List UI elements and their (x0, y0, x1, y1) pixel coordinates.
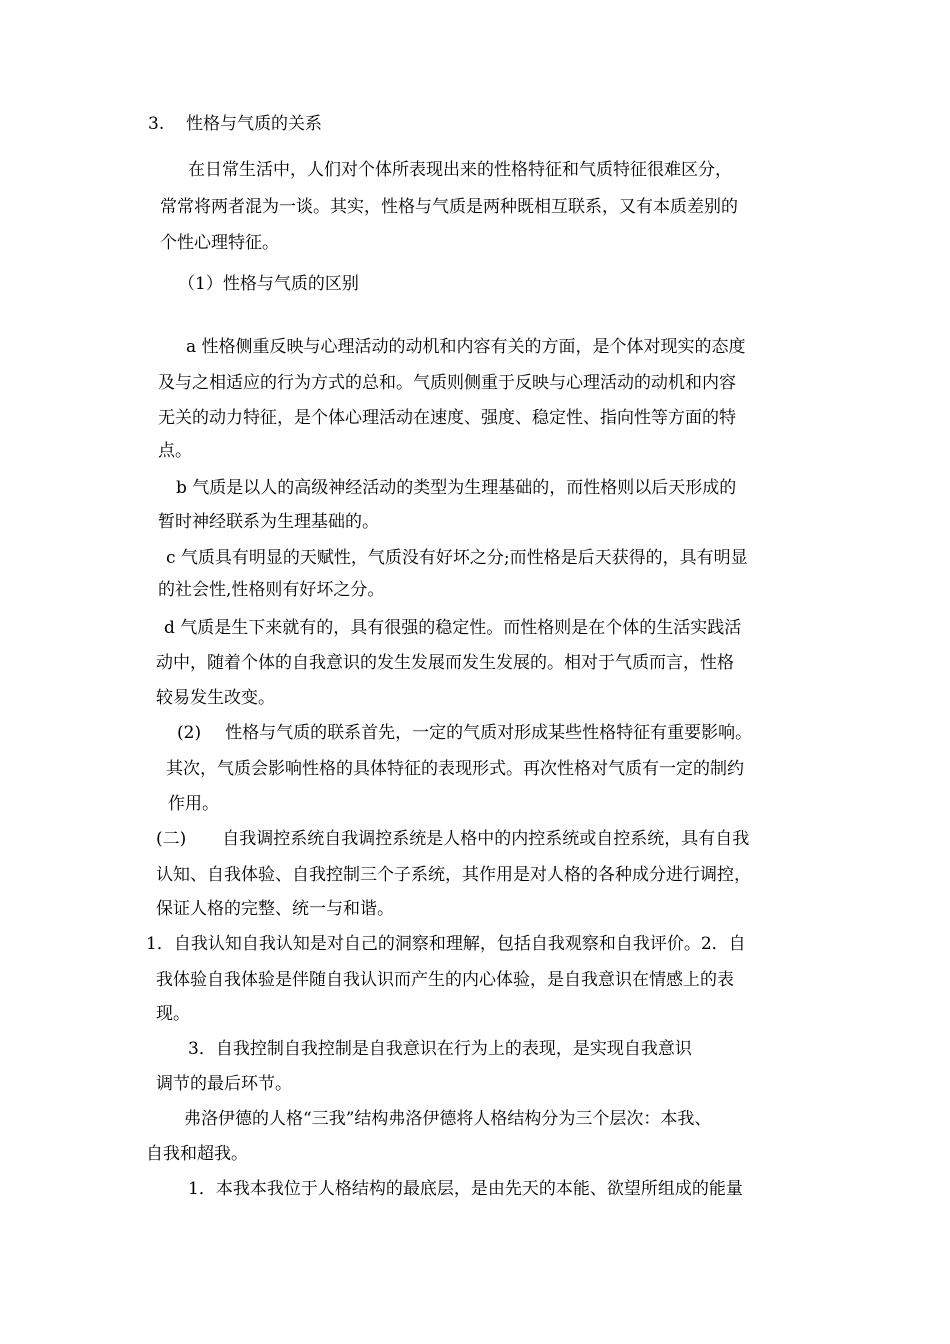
point-b-line: b 气质是以人的高级神经活动的类型为生理基础的，而性格则以后天形成的 (176, 478, 737, 498)
heading-number: 3. (148, 114, 165, 134)
point-a-line: a 性格侧重反映与心理活动的动机和内容有关的方面，是个体对现实的态度 (186, 337, 746, 357)
sub2-number: (2) (177, 723, 202, 743)
intro-line: 常常将两者混为一谈。其实，性格与气质是两种既相互联系，又有本质差别的 (160, 197, 738, 217)
section-heading (148, 113, 322, 135)
item3-line: 3．自我控制自我控制是自我意识在行为上的表现，是实现自我意识 (188, 1039, 692, 1059)
point-a-line: 点。 (158, 441, 192, 461)
point-d-line: 较易发生改变。 (156, 688, 275, 708)
item12-line: 现。 (156, 1004, 190, 1024)
section2-line: 自我调控系统自我调控系统是人格中的内控系统或自控系统，具有自我 (222, 829, 750, 849)
sub2-line: 性格与气质的联系首先，一定的气质对形成某些性格特征有重要影响。 (225, 723, 753, 743)
item12-line: 我体验自我体验是伴随自我认识而产生的内心体验，是自我意识在情感上的表 (156, 970, 734, 990)
freud-line: 弗洛伊德的人格“三我”结构弗洛伊德将人格结构分为三个层次：本我、 (184, 1109, 712, 1129)
intro-line: 在日常生活中，人们对个体所表现出来的性格特征和气质特征很难区分， (188, 160, 732, 180)
section2-heading (156, 828, 749, 850)
point-a-line: 及与之相适应的行为方式的总和。气质则侧重于反映与心理活动的动机和内容 (158, 373, 736, 393)
id-item-line: 1．本我本我位于人格结构的最底层，是由先天的本能、欲望所组成的能量 (188, 1179, 743, 1199)
item12-line: 1．自我认知自我认知是对自己的洞察和理解，包括自我观察和自我评价。2．自 (146, 934, 746, 954)
point-d-line: 动中，随着个体的自我意识的发生发展而发生发展的。相对于气质而言，性格 (156, 653, 734, 673)
intro-line: 个性心理特征。 (160, 233, 279, 253)
point-c-line: 的社会性,性格则有好坏之分。 (158, 580, 385, 600)
freud-line: 自我和超我。 (146, 1144, 248, 1164)
item3-line: 调节的最后环节。 (156, 1074, 292, 1094)
point-c-line: c 气质具有明显的天赋性，气质没有好坏之分;而性格是后天获得的，具有明显 (166, 548, 748, 568)
subheading-difference: （1）性格与气质的区别 (178, 274, 359, 294)
section2-number: (二) (156, 829, 187, 849)
sub2-line: 其次，气质会影响性格的具体特征的表现形式。再次性格对气质有一定的制约 (166, 759, 744, 779)
point-b-line: 暂时神经联系为生理基础的。 (158, 512, 379, 532)
section2-line: 认知、自我体验、自我控制三个子系统，其作用是对人格的各种成分进行调控， (156, 865, 751, 885)
sub2-line: 作用。 (168, 794, 219, 814)
subheading-relation (177, 722, 752, 744)
point-a-line: 无关的动力特征，是个体心理活动在速度、强度、稳定性、指向性等方面的特 (158, 408, 736, 428)
point-d-line: d 气质是生下来就有的，具有很强的稳定性。而性格则是在个体的生活实践活 (164, 618, 742, 638)
section2-line: 保证人格的完整、统一与和谐。 (156, 899, 394, 919)
heading-title: 性格与气质的关系 (186, 114, 322, 134)
